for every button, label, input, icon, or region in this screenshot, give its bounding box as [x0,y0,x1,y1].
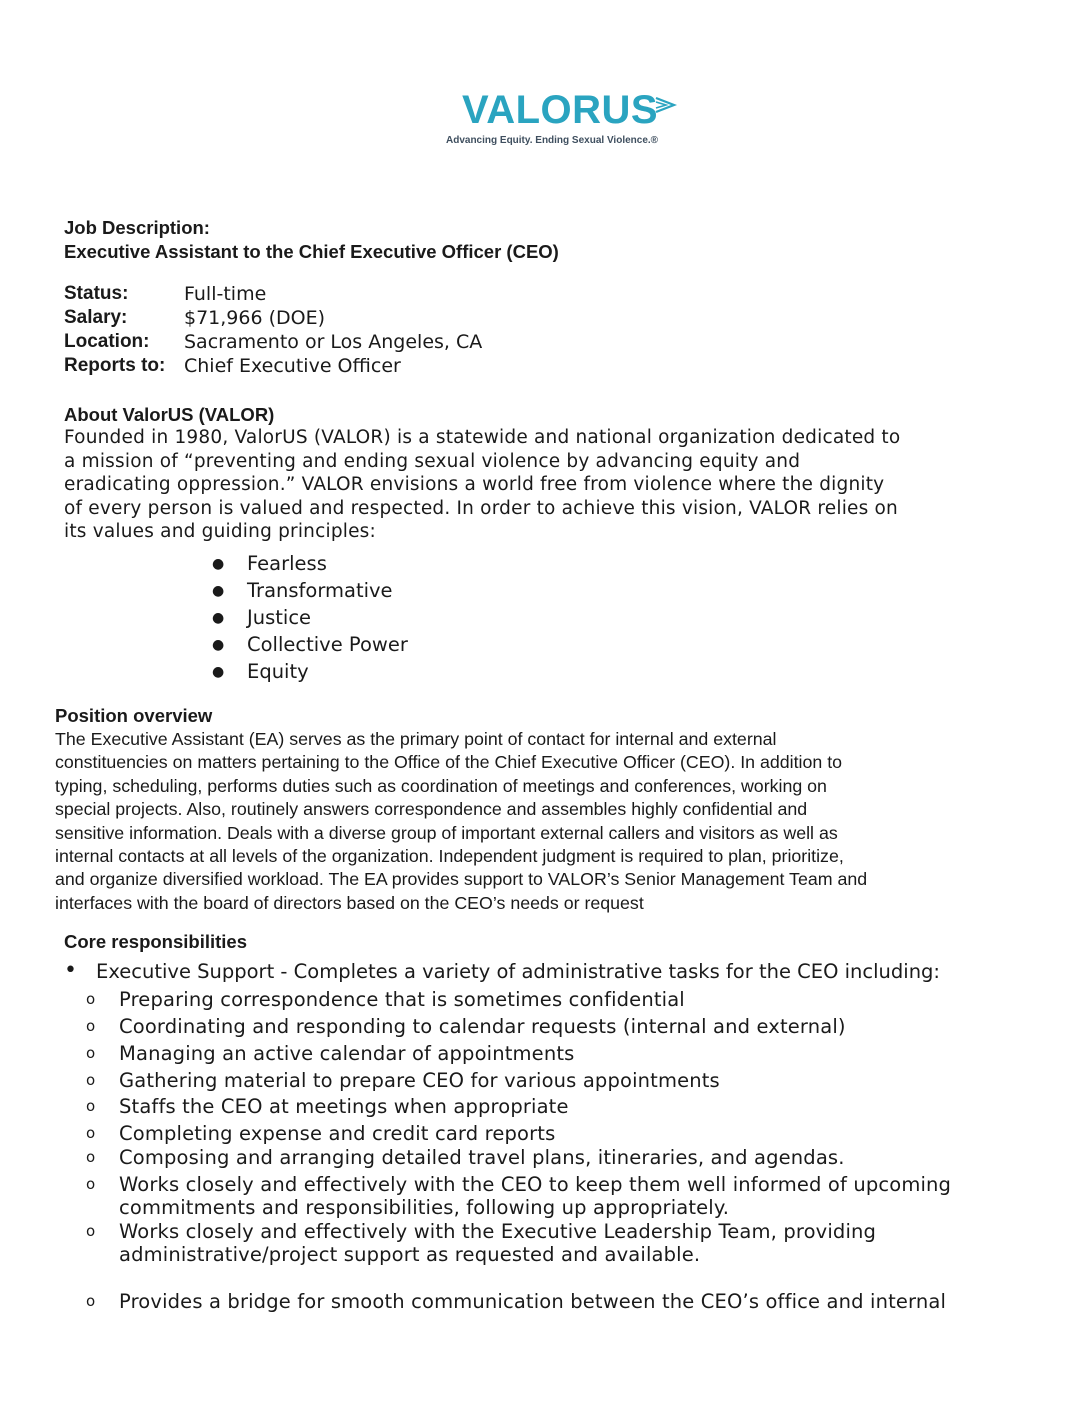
about-body [64,426,1044,544]
core-main-item [64,960,940,983]
bullet-icon: ● [212,609,225,626]
reports-value: Chief Executive Officer [184,355,401,377]
sub-bullet-icon: o [86,1292,96,1310]
logo-tagline: Advancing Equity. Ending Sexual Violence.® [446,135,659,146]
position-line: sensitive information. Deals with a diverse group of important external callers and visitors as well as [55,822,838,843]
bullet-icon: ● [212,582,225,599]
position-line: interfaces with the board of directors based on the CEO’s needs or request [55,892,644,913]
sub-bullet-icon: o [86,1222,96,1240]
position-line: typing, scheduling, performs duties such as coordination of meetings and conferences, working on [55,775,827,796]
about-line: its values and guiding principles: [64,521,376,542]
list-item: ● Equity [212,660,309,683]
about-heading: About ValorUS (VALOR) [64,404,275,425]
sub-bullet-icon: o [86,1071,96,1089]
salary-value: $71,966 (DOE) [184,307,326,329]
logo-chevron-icon [654,94,678,116]
page-title: Executive Assistant to the Chief Executive Officer (CEO) [64,241,559,262]
about-line: eradicating oppression.” VALOR envisions a world free from violence where the dignity [64,474,885,495]
position-body [55,728,1045,915]
position-line: constituencies on matters pertaining to the Office of the Chief Executive Officer (CEO). In addition to [55,752,843,773]
sub-bullet-icon: o [86,1148,96,1166]
status-value: Full-time [184,283,267,305]
about-line: a mission of “preventing and ending sexual violence by advancing equity and [64,450,801,472]
sub-bullet-icon: o [86,1097,96,1115]
bullet-icon: ● [212,663,225,680]
position-heading: Position overview [55,705,213,726]
list-item: ● Fearless [212,552,327,575]
sub-bullet-icon: o [86,1044,96,1062]
logo-text: VALORUS [462,88,659,132]
core-main-text: Executive Support - Completes a variety of administrative tasks for the CEO including: [96,960,941,983]
list-item: ● Collective Power [212,633,408,656]
reports-label: Reports to: [64,355,166,376]
list-item: ● Transformative [212,579,393,602]
core-heading: Core responsibilities [64,931,247,952]
values-list [212,550,408,685]
doc-label: Job Description: [64,217,210,238]
bullet-icon: • [64,958,77,983]
bullet-icon: ● [212,555,225,572]
location-value: Sacramento or Los Angeles, CA [184,331,483,353]
location-label: Location: [64,331,150,352]
position-line: special projects. Also, routinely answers correspondence and assembles highly confidential and [55,799,808,820]
sub-bullet-icon: o [86,1017,96,1035]
position-line: The Executive Assistant (EA) serves as the primary point of contact for internal and external [55,729,777,749]
sub-bullet-icon: o [86,990,96,1008]
bullet-icon: ● [212,636,225,653]
sub-bullet-icon: o [86,1124,96,1142]
list-item: ● Justice [212,606,312,629]
status-label: Status: [64,283,129,304]
about-line: of every person is valued and respected. In order to achieve this vision, VALOR relies on [64,497,898,519]
position-line: internal contacts at all levels of the organization. Independent judgment is required to plan, prioritize, [55,846,844,867]
about-line: Founded in 1980, ValorUS (VALOR) is a statewide and national organization dedicated to [64,427,901,448]
position-line: and organize diversified workload. The EA provides support to VALOR’s Senior Management Team and [55,869,868,890]
sub-bullet-icon: o [86,1175,96,1193]
logo-wordmark [462,86,658,134]
salary-label: Salary: [64,307,128,328]
